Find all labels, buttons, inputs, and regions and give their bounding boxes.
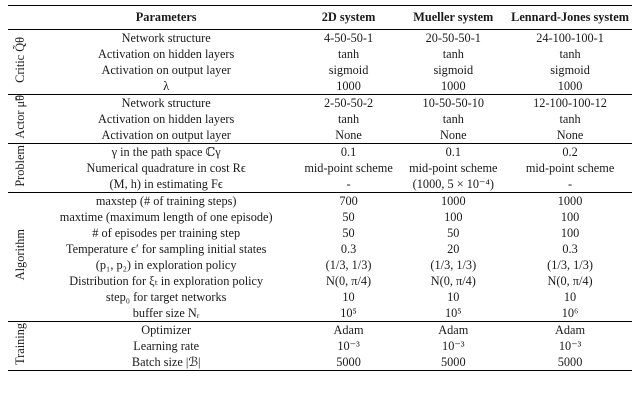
row-group-label	[8, 144, 34, 193]
table-row	[8, 78, 632, 95]
column-header-parameters: Parameters	[34, 6, 299, 30]
parameter-value: (1000, 5 × 10⁻⁴)	[412, 176, 494, 191]
parameter-value: 50	[342, 225, 355, 240]
parameter-value: 0.3	[562, 241, 578, 256]
row-group-label-text: Critic Q̃θ	[13, 37, 28, 83]
parameter-value: Adam	[508, 322, 632, 339]
parameter-value: 1000	[441, 78, 466, 93]
table-row	[8, 144, 632, 161]
parameter-name: Learning rate	[133, 338, 200, 353]
row-group-label	[8, 322, 34, 371]
row-group-label	[8, 193, 34, 322]
parameter-name: # of episodes per training step	[92, 225, 241, 240]
parameter-value: 10⁶	[561, 305, 579, 320]
parameter-value: (1/3, 1/3)	[547, 257, 593, 272]
parameter-value: None	[439, 127, 467, 142]
parameter-value: (1/3, 1/3)	[325, 257, 372, 272]
parameter-value: -	[346, 176, 351, 191]
table-row	[8, 111, 632, 127]
header-empty-cell	[8, 6, 34, 30]
parameter-value: 1000	[557, 78, 583, 93]
column-header-mueller-system: Mueller system	[398, 6, 508, 30]
parameter-name: step₀ for target networks	[105, 289, 227, 304]
parameter-value: 10⁵	[445, 305, 462, 320]
parameter-name: Activation on output layer	[101, 62, 231, 77]
parameter-value: 1000	[508, 193, 632, 210]
parameter-value: 0.1	[398, 144, 508, 161]
parameter-value: 5000	[336, 354, 361, 369]
parameter-value: 24-100-100-1	[536, 30, 604, 45]
parameter-name: γ in the path space ℂγ	[34, 144, 299, 161]
table-row	[8, 305, 632, 322]
parameter-value: 10⁻³	[558, 338, 582, 353]
parameter-value: N(0, π/4)	[325, 273, 372, 288]
parameter-value: 0.3	[340, 241, 357, 256]
parameter-name: maxtime (maximum length of one episode)	[59, 209, 273, 224]
parameter-value: 10-50-50-10	[398, 95, 508, 112]
parameter-value: 1000	[398, 193, 508, 210]
parameter-value: 50	[342, 209, 355, 224]
column-header-lennard-jones-system: Lennard-Jones system	[508, 6, 632, 30]
parameter-value: 0.2	[508, 144, 632, 161]
parameter-value: 2-50-50-2	[299, 95, 399, 112]
parameter-value: Adam	[299, 322, 399, 339]
parameter-name: Activation on hidden layers	[98, 46, 235, 61]
parameter-value: tanh	[559, 46, 581, 61]
parameter-value: 12-100-100-12	[508, 95, 632, 112]
table-row	[8, 193, 632, 210]
parameter-value: (1/3, 1/3)	[430, 257, 477, 272]
parameter-name: buffer size Nᵣ	[132, 305, 200, 320]
parameter-name: Numerical quadrature in cost Rϵ	[86, 160, 246, 175]
table-row	[8, 273, 632, 289]
parameter-value: 10⁻³	[442, 338, 465, 353]
table-row	[8, 257, 632, 273]
parameter-value: 100	[444, 209, 463, 224]
parameter-value: tanh	[442, 111, 464, 126]
parameter-name: Optimizer	[34, 322, 299, 339]
parameter-name: Activation on hidden layers	[98, 111, 235, 126]
parameter-value: 10⁵	[340, 305, 357, 320]
table-row	[8, 160, 632, 176]
parameter-value: 10⁻³	[337, 338, 360, 353]
parameter-value: tanh	[442, 46, 464, 61]
column-header-2d-system: 2D system	[299, 6, 399, 30]
parameter-value: tanh	[559, 111, 581, 126]
parameter-value: N(0, π/4)	[547, 273, 593, 288]
parameter-name: λ	[163, 78, 170, 93]
parameter-value: 20	[447, 241, 460, 256]
parameter-value: 10	[342, 289, 355, 304]
parameters-table	[8, 5, 632, 371]
parameter-value: mid-point scheme	[304, 160, 393, 175]
table-row	[8, 62, 632, 78]
table-row	[8, 46, 632, 62]
table-row	[8, 30, 632, 47]
parameter-value: tanh	[337, 46, 360, 61]
parameter-value: mid-point scheme	[525, 160, 615, 175]
table-row	[8, 289, 632, 305]
parameter-name: (M, h) in estimating Fϵ	[109, 176, 223, 191]
parameter-value: Adam	[398, 322, 508, 339]
parameter-value: 10	[447, 289, 460, 304]
table-row	[8, 322, 632, 339]
parameter-name: Network structure	[34, 95, 299, 112]
parameter-value: 4-50-50-1	[323, 30, 374, 45]
row-group-label-text: Actor μ̃θ	[13, 95, 28, 139]
parameter-name: maxstep (# of training steps)	[34, 193, 299, 210]
parameter-value: 50	[447, 225, 460, 240]
parameter-value: None	[335, 127, 362, 142]
parameter-value: 5000	[557, 354, 583, 369]
parameter-name: Activation on output layer	[101, 127, 231, 142]
parameter-value: 100	[560, 225, 580, 240]
parameter-value: None	[556, 127, 584, 142]
parameter-value: 700	[299, 193, 399, 210]
row-group-label	[8, 95, 34, 144]
row-group-label-text: Training	[13, 323, 28, 365]
parameter-value: 10	[563, 289, 577, 304]
table-row	[8, 354, 632, 371]
parameter-value: 1000	[336, 78, 361, 93]
parameter-value: 100	[560, 209, 580, 224]
parameter-value: 0.1	[299, 144, 399, 161]
parameter-name: Distribution for ξₜ in exploration policy	[69, 273, 264, 288]
row-group-label	[8, 30, 34, 95]
table-row	[8, 95, 632, 112]
table-row	[8, 209, 632, 225]
parameter-value: tanh	[337, 111, 360, 126]
parameter-value: sigmoid	[433, 62, 474, 77]
parameter-name: Network structure	[121, 30, 211, 45]
table-body	[8, 30, 632, 371]
table-row	[8, 241, 632, 257]
parameter-value: sigmoid	[550, 62, 590, 77]
parameter-name: Batch size |ℬ|	[131, 354, 201, 369]
table-row	[8, 338, 632, 354]
table-row	[8, 225, 632, 241]
table-row	[8, 176, 632, 193]
parameter-value: sigmoid	[328, 62, 369, 77]
parameter-value: mid-point scheme	[409, 160, 498, 175]
table-row	[8, 127, 632, 144]
row-group-label-text: Problem	[13, 145, 28, 187]
parameter-name: (p₁, p₂) in exploration policy	[95, 257, 237, 272]
parameter-value: 20-50-50-1	[425, 30, 481, 45]
row-group-label-text: Algorithm	[13, 229, 28, 281]
parameter-value: N(0, π/4)	[430, 273, 476, 288]
header-row	[8, 6, 632, 30]
parameter-value: 5000	[441, 354, 466, 369]
parameter-value: -	[568, 176, 573, 191]
parameter-name: Temperature ϵ′ for sampling initial states	[65, 241, 267, 256]
